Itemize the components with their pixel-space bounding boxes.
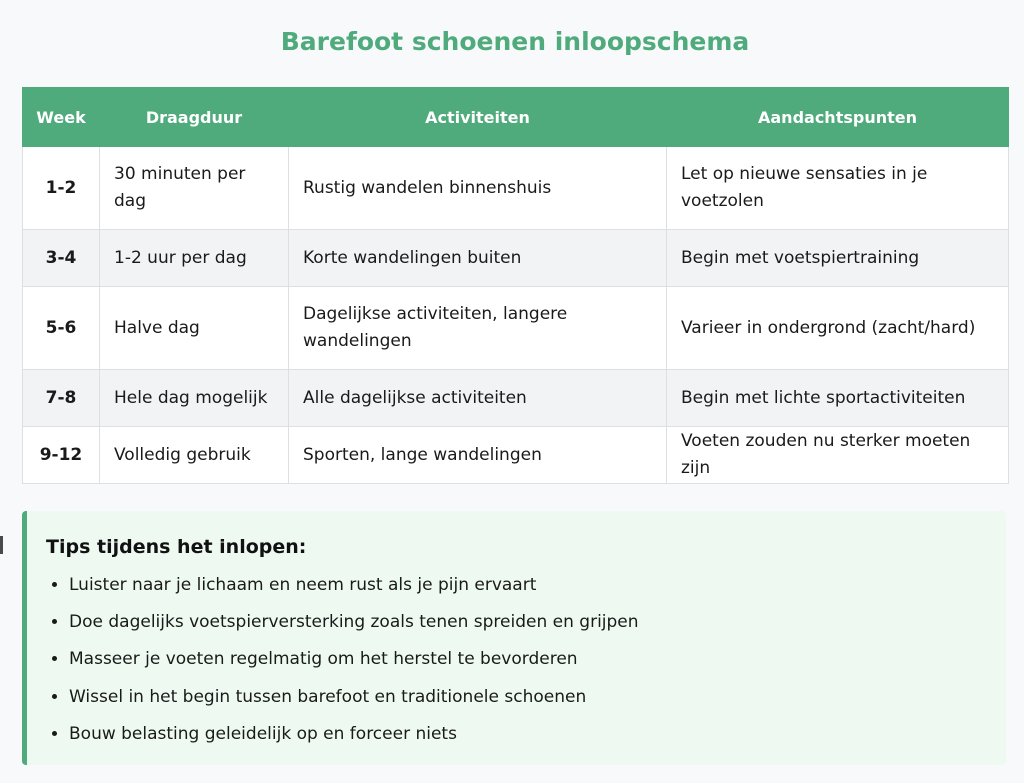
attention-cell: Let op nieuwe sensaties in je voetzolen [667, 147, 1009, 230]
table-row [23, 370, 1009, 427]
activities-cell: Sporten, lange wandelingen [289, 427, 667, 484]
duration-cell: Hele dag mogelijk [100, 370, 289, 427]
attention-cell: Begin met voetspiertraining [667, 230, 1009, 287]
tips-list [27, 571, 639, 757]
attention-cell: Voeten zouden nu sterker moeten zijn [667, 427, 1009, 484]
table-row [23, 230, 1009, 287]
activities-cell: Dagelijkse activiteiten, langere wandelingen [289, 287, 667, 370]
list-item: • Masseer je voeten regelmatig om het herstel te bevorderen [69, 645, 639, 673]
duration-cell: 30 minuten per dag [100, 147, 289, 230]
week-cell: 5-6 [23, 287, 100, 370]
tips-heading: Tips tijdens het inlopen: [46, 536, 307, 558]
column-header-week: Week [23, 88, 100, 147]
week-cell: 1-2 [23, 147, 100, 230]
attention-cell: Begin met lichte sportactiviteiten [667, 370, 1009, 427]
list-item: • Luister naar je lichaam en neem rust als je pijn ervaart [69, 571, 639, 599]
activities-cell: Rustig wandelen binnenshuis [289, 147, 667, 230]
schedule-table [22, 87, 1009, 484]
week-cell: 7-8 [23, 370, 100, 427]
list-item: • Bouw belasting geleidelijk op en forceer niets [69, 720, 639, 748]
table-row [23, 427, 1009, 484]
column-header-activities: Activiteiten [289, 88, 667, 147]
list-item: • Doe dagelijks voetspierversterking zoals tenen spreiden en grijpen [69, 608, 639, 636]
duration-cell: 1-2 uur per dag [100, 230, 289, 287]
column-header-attention: Aandachtspunten [667, 88, 1009, 147]
page-title: Barefoot schoenen inloopschema [280, 27, 750, 56]
duration-cell: Halve dag [100, 287, 289, 370]
attention-cell: Varieer in ondergrond (zacht/hard) [667, 287, 1009, 370]
list-item: • Wissel in het begin tussen barefoot en traditionele schoenen [69, 683, 639, 711]
table-row [23, 147, 1009, 230]
activities-cell: Alle dagelijkse activiteiten [289, 370, 667, 427]
duration-cell: Volledig gebruik [100, 427, 289, 484]
column-header-duration: Draagduur [100, 88, 289, 147]
week-cell: 3-4 [23, 230, 100, 287]
tips-panel [22, 511, 1006, 765]
week-cell: 9-12 [23, 427, 100, 484]
table-row [23, 287, 1009, 370]
edge-marker [0, 536, 3, 554]
activities-cell: Korte wandelingen buiten [289, 230, 667, 287]
table-header-row [23, 88, 1009, 147]
